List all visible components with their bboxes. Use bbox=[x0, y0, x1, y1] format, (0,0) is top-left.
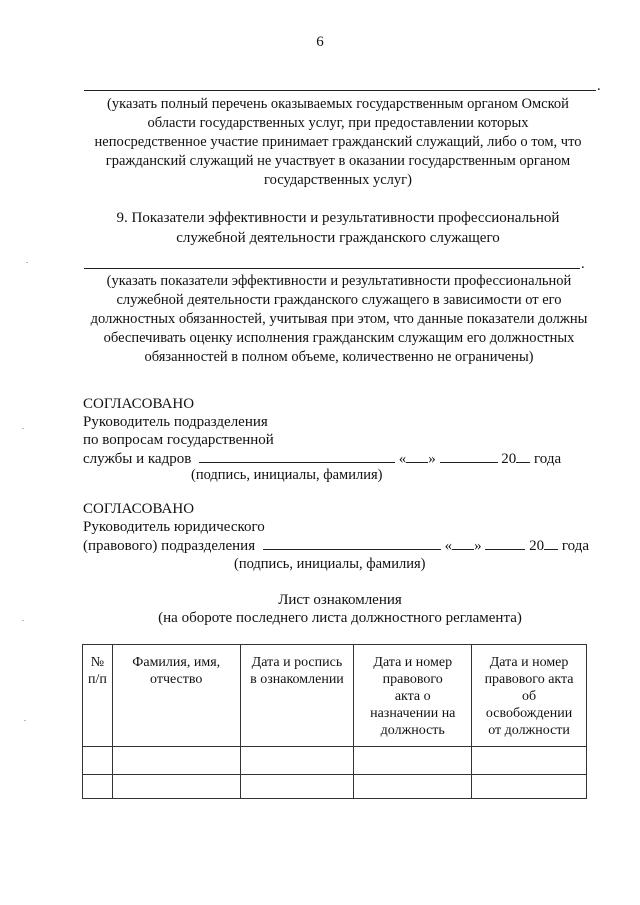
approval1-block bbox=[83, 395, 603, 468]
table-cell[interactable] bbox=[112, 747, 240, 775]
header-date-signature: Дата и роспись в ознакомлении bbox=[240, 645, 354, 747]
approval1-caption: (подпись, инициалы, фамилия) bbox=[191, 467, 383, 483]
approval1-signature-blank bbox=[199, 449, 395, 463]
approval2-caption: (подпись, инициалы, фамилия) bbox=[234, 556, 426, 572]
section9-fill-line bbox=[84, 268, 580, 269]
section9-note-line: должностных обязанностей, учитывая при этом, что данные показатели должны bbox=[90, 311, 588, 327]
approval2-signature-row bbox=[83, 536, 603, 555]
table-cell[interactable] bbox=[472, 775, 587, 799]
approval2-signature-blank bbox=[263, 536, 441, 550]
section9-note bbox=[80, 272, 598, 367]
approval1-year-word: года bbox=[534, 451, 562, 467]
approval1-heading: СОГЛАСОВАНО bbox=[83, 396, 195, 412]
approval1-line: Руководитель подразделения bbox=[83, 414, 268, 430]
section9-note-line: служебной деятельности гражданского служащего в зависимости от его bbox=[116, 292, 562, 308]
section8-note-line: непосредственное участие принимает гражданский служащий, либо о том, что bbox=[94, 134, 582, 150]
section8-note-line: государственных услуг) bbox=[264, 172, 412, 188]
table-cell[interactable] bbox=[472, 747, 587, 775]
table-row bbox=[83, 775, 587, 799]
table-row bbox=[83, 747, 587, 775]
approval1-signature-row bbox=[83, 449, 603, 468]
approval1-line: службы и кадров bbox=[83, 451, 192, 467]
table-cell[interactable] bbox=[354, 775, 472, 799]
approval2-line: Руководитель юридического bbox=[83, 519, 265, 535]
section9-title bbox=[82, 208, 594, 248]
approval1-quote-close: » bbox=[428, 451, 436, 467]
table-cell[interactable] bbox=[354, 747, 472, 775]
section9-trailing-mark: . bbox=[581, 256, 585, 272]
table-cell[interactable] bbox=[112, 775, 240, 799]
approval2-day-blank bbox=[452, 536, 474, 550]
header-full-name: Фамилия, имя, отчество bbox=[112, 645, 240, 747]
table-cell[interactable] bbox=[83, 775, 113, 799]
scan-speck bbox=[22, 620, 24, 621]
approval2-heading: СОГЛАСОВАНО bbox=[83, 501, 195, 517]
section8-note bbox=[82, 95, 594, 190]
approval1-line: по вопросам государственной bbox=[83, 432, 274, 448]
approval2-quote-open: « bbox=[444, 538, 453, 554]
familiarization-subtitle: (на обороте последнего листа должностного регламента) bbox=[158, 610, 522, 626]
header-dismissal-act: Дата и номер правового акта об освобождении от должности bbox=[472, 645, 587, 747]
table-header-row bbox=[83, 645, 587, 747]
section9-note-line: (указать показатели эффективности и результативности профессиональной bbox=[106, 273, 572, 289]
approval2-block bbox=[83, 500, 603, 555]
scan-speck bbox=[26, 262, 28, 263]
table-cell[interactable] bbox=[240, 747, 354, 775]
approval2-year-prefix: 20 bbox=[529, 538, 545, 554]
section9-title-line: служебной деятельности гражданского служащего bbox=[176, 230, 500, 246]
scan-speck bbox=[22, 428, 24, 429]
table-cell[interactable] bbox=[240, 775, 354, 799]
approval2-year-blank bbox=[544, 536, 558, 550]
section9-title-line: 9. Показатели эффективности и результативности профессиональной bbox=[116, 210, 560, 226]
section9-note-line: обеспечивать оценку исполнения гражданским служащим его должностных bbox=[103, 330, 575, 346]
approval1-year-blank bbox=[516, 449, 530, 463]
section8-note-line: области государственных услуг, при предоставлении которых bbox=[147, 115, 529, 131]
approval1-quote-open: « bbox=[398, 451, 407, 467]
approval2-year-word: года bbox=[561, 538, 589, 554]
section8-note-line: гражданский служащий не участвует в оказании государственным органом bbox=[105, 153, 571, 169]
scan-speck bbox=[24, 720, 26, 721]
familiarization-table bbox=[82, 644, 587, 799]
header-number: № п/п bbox=[83, 645, 113, 747]
section8-note-line: (указать полный перечень оказываемых государственным органом Омской bbox=[107, 96, 569, 112]
section8-fill-line bbox=[84, 90, 596, 91]
table-cell[interactable] bbox=[83, 747, 113, 775]
approval1-year-prefix: 20 bbox=[501, 451, 517, 467]
approval2-quote-close: » bbox=[474, 538, 482, 554]
approval2-month-blank bbox=[485, 536, 525, 550]
section8-trailing-mark: . bbox=[597, 78, 601, 94]
header-appointment-act: Дата и номер правового акта о назначении на должность bbox=[354, 645, 472, 747]
approval2-line: (правового) подразделения bbox=[83, 538, 256, 554]
page-number: 6 bbox=[316, 34, 324, 50]
approval1-month-blank bbox=[440, 449, 498, 463]
approval1-day-blank bbox=[406, 449, 428, 463]
familiarization-title: Лист ознакомления bbox=[278, 592, 402, 608]
section9-note-line: обязанностей в полном объеме, количественно не ограничены) bbox=[144, 349, 534, 365]
